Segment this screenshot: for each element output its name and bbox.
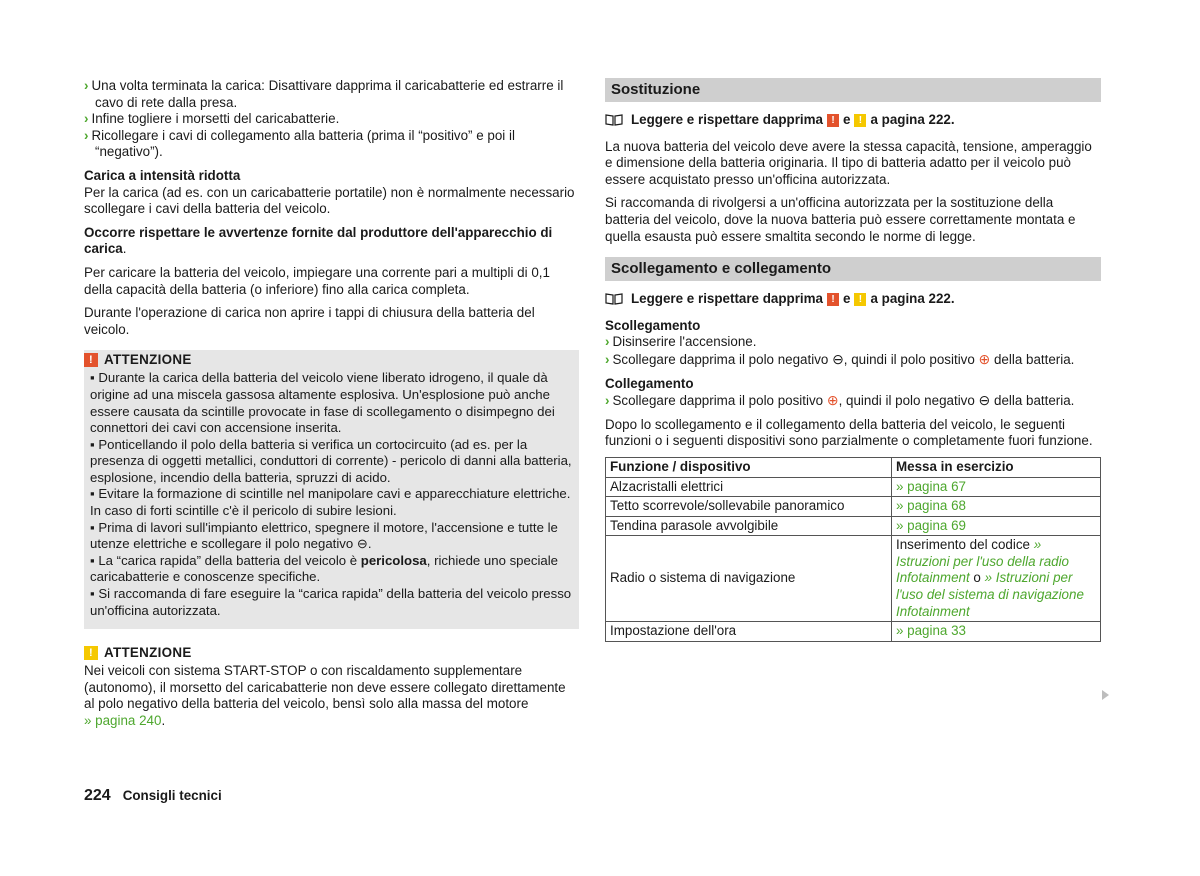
table-header: Messa in esercizio xyxy=(892,457,1101,477)
yellow-warning-icon: ! xyxy=(854,114,866,127)
connect-heading: Collegamento xyxy=(605,375,694,391)
caps-text: Durante l'operazione di carica non aprire i tappi di chiusura della batteria del veicolo. xyxy=(84,305,535,337)
table-cell: Inserimento del codice » Istruzioni per l'uso della radio Infotainment o » Istruzioni per l'uso del sistema di navigazione Infotainment xyxy=(892,536,1101,622)
radio-manual-link[interactable]: » Istruzioni per l'uso della radio Infotainment xyxy=(896,537,1070,586)
connect-step-1: › Scollegare dapprima il polo positivo ⊕, quindi il polo negativo ⊖ della batteria. xyxy=(605,392,1075,409)
section-disconnect-title: Scollegamento e collegamento xyxy=(605,257,1101,281)
reduced-charge-heading: Carica a intensità ridotta xyxy=(84,167,241,183)
section-replacement-title: Sostituzione xyxy=(605,78,1101,102)
bullet-2: › Infine togliere i morsetti del caricabatterie. xyxy=(84,111,340,127)
after-disconnect-text: Dopo lo scollegamento e il collegamento della batteria del veicolo, le seguenti funzioni o i seguenti dispositivi sono parzialmente o completamente fuori funzione. xyxy=(605,416,1093,449)
table-cell: Tendina parasole avvolgibile xyxy=(606,516,892,536)
red-warning-icon: ! xyxy=(827,114,839,127)
bullet-1: › Una volta terminata la carica: Disattivare dapprima il caricabatterie ed estrarre il cavo di rete dalla presa. xyxy=(84,78,564,110)
warning-title: ATTENZIONE xyxy=(104,352,192,368)
table-row xyxy=(606,516,1101,536)
warning-header xyxy=(84,350,573,370)
bullet-3: › Ricollegare i cavi di collegamento alla batteria (prima il “positivo” e poi il “negativo”). xyxy=(84,127,515,160)
table-row xyxy=(606,622,1101,642)
left-column xyxy=(84,78,579,737)
book-icon xyxy=(605,293,623,305)
page-link[interactable]: » pagina 67 xyxy=(892,477,1101,497)
warning-box-danger xyxy=(84,350,579,629)
chapter-label: Consigli tecnici xyxy=(122,788,222,803)
warning-item: ▪ Durante la carica della batteria del veicolo viene liberato idrogeno, il quale dà origine ad una miscela gassosa altamente esplosiva. Un'esplosione può anche essere causata da scintille provocate in fase di scollegamento o disimpegno dei connettori dei cavi con accensione inserita. xyxy=(90,370,555,436)
warning-item: ▪ La “carica rapida” della batteria del veicolo è pericolosa, richiede uno speciale caricabatterie e conoscenze specifiche. xyxy=(90,552,558,585)
plus-pole-icon: ⊕ xyxy=(978,350,991,367)
table-cell: Radio o sistema di navigazione xyxy=(606,536,892,622)
plus-pole-icon: ⊕ xyxy=(826,392,839,409)
page-footer xyxy=(84,788,222,805)
replacement-p1: La nuova batteria del veicolo deve avere la stessa capacità, tensione, amperaggio e dimensione della batteria originaria. Il tipo di batteria adatto per il veicolo può essere acquistato presso un'officina autorizzata. xyxy=(605,138,1092,187)
page-link[interactable]: » pagina 68 xyxy=(892,497,1101,517)
table-row xyxy=(606,477,1101,497)
table-cell: Impostazione dell'ora xyxy=(606,622,892,642)
right-column xyxy=(605,78,1101,642)
warning-item: ▪ Prima di lavori sull'impianto elettrico, spegnere il motore, l'accensione e tutte le utenze elettriche e scollegare il polo negativo ⊖. xyxy=(90,519,558,552)
table-header-row xyxy=(606,457,1101,477)
read-note-2: Leggere e rispettare dapprima ! e ! a pagina 222. xyxy=(605,291,1101,308)
yellow-warning-icon: ! xyxy=(854,293,866,306)
warning-red-icon: ! xyxy=(84,353,98,367)
read-note-1: Leggere e rispettare dapprima ! e ! a pagina 222. xyxy=(605,112,1101,129)
disconnect-step-2: › Scollegare dapprima il polo negativo ⊖, quindi il polo positivo ⊕ della batteria. xyxy=(605,350,1075,367)
navigation-manual-link[interactable]: » Istruzioni per l'uso del sistema di navigazione Infotainment xyxy=(896,570,1084,619)
warning-item: ▪ Ponticellando il polo della batteria si verifica un cortocircuito (ad es. per la presenza di oggetti metallici, conduttori di corrente) - pericolo di danni alla batteria, esplosione, incendio della batteria, spruzzi di acido. xyxy=(90,436,572,485)
warning2-title: ATTENZIONE xyxy=(104,644,192,660)
table-cell: Tetto scorrevole/sollevabile panoramico xyxy=(606,497,892,517)
disconnect-heading: Scollegamento xyxy=(605,317,701,333)
page-link[interactable]: » pagina 69 xyxy=(892,516,1101,536)
table-header: Funzione / dispositivo xyxy=(606,457,892,477)
warning-yellow-icon: ! xyxy=(84,646,98,660)
minus-pole-icon: ⊖ xyxy=(978,392,991,409)
warning-item: ▪ Evitare la formazione di scintille nel manipolare cavi e apparecchiature elettriche. In caso di forti scintille c'è il pericolo di subire lesioni. xyxy=(90,486,571,519)
table-row xyxy=(606,536,1101,622)
minus-pole-icon: ⊖ xyxy=(832,350,844,367)
observe-note: Occorre rispettare le avvertenze fornite dal produttore dell'apparecchio di carica. xyxy=(84,224,553,257)
reduced-charge-text: Per la carica (ad es. con un caricabatterie portatile) non è normalmente necessario scollegare i cavi della batteria del veicolo. xyxy=(84,184,575,217)
page-240-link[interactable]: » pagina 240 xyxy=(84,713,162,728)
continue-arrow-icon xyxy=(1102,690,1109,700)
table-cell: Alzacristalli elettrici xyxy=(606,477,892,497)
warning-box-caution xyxy=(84,643,579,729)
book-icon xyxy=(605,114,623,126)
current-text: Per caricare la batteria del veicolo, impiegare una corrente pari a multipli di 0,1 della capacità della batteria (o inferiore) fino alla carica completa. xyxy=(84,264,550,297)
red-warning-icon: ! xyxy=(827,293,839,306)
warning-item: ▪ Si raccomanda di fare eseguire la “carica rapida” della batteria del veicolo presso un'officina autorizzata. xyxy=(90,586,572,618)
page-link[interactable]: » pagina 33 xyxy=(892,622,1101,642)
warning2-header xyxy=(84,643,579,663)
replacement-p2: Si raccomanda di rivolgersi a un'officina autorizzata per la sostituzione della batteria del veicolo, dove la nuova batteria può essere correttamente montata e quella esausta può essere smaltita secondo le norme di legge. xyxy=(605,195,1076,244)
disconnect-step-1: › Disinserire l'accensione. xyxy=(605,334,757,350)
page-number: 224 xyxy=(84,787,111,804)
functions-table xyxy=(605,457,1101,642)
table-row xyxy=(606,497,1101,517)
warning2-text: Nei veicoli con sistema START-STOP o con riscaldamento supplementare (autonomo), il morsetto del caricabatterie non deve essere collegato direttamente al polo negativo della batteria del veicolo, bensì solo alla massa del motore » pagina 240. xyxy=(84,663,566,728)
